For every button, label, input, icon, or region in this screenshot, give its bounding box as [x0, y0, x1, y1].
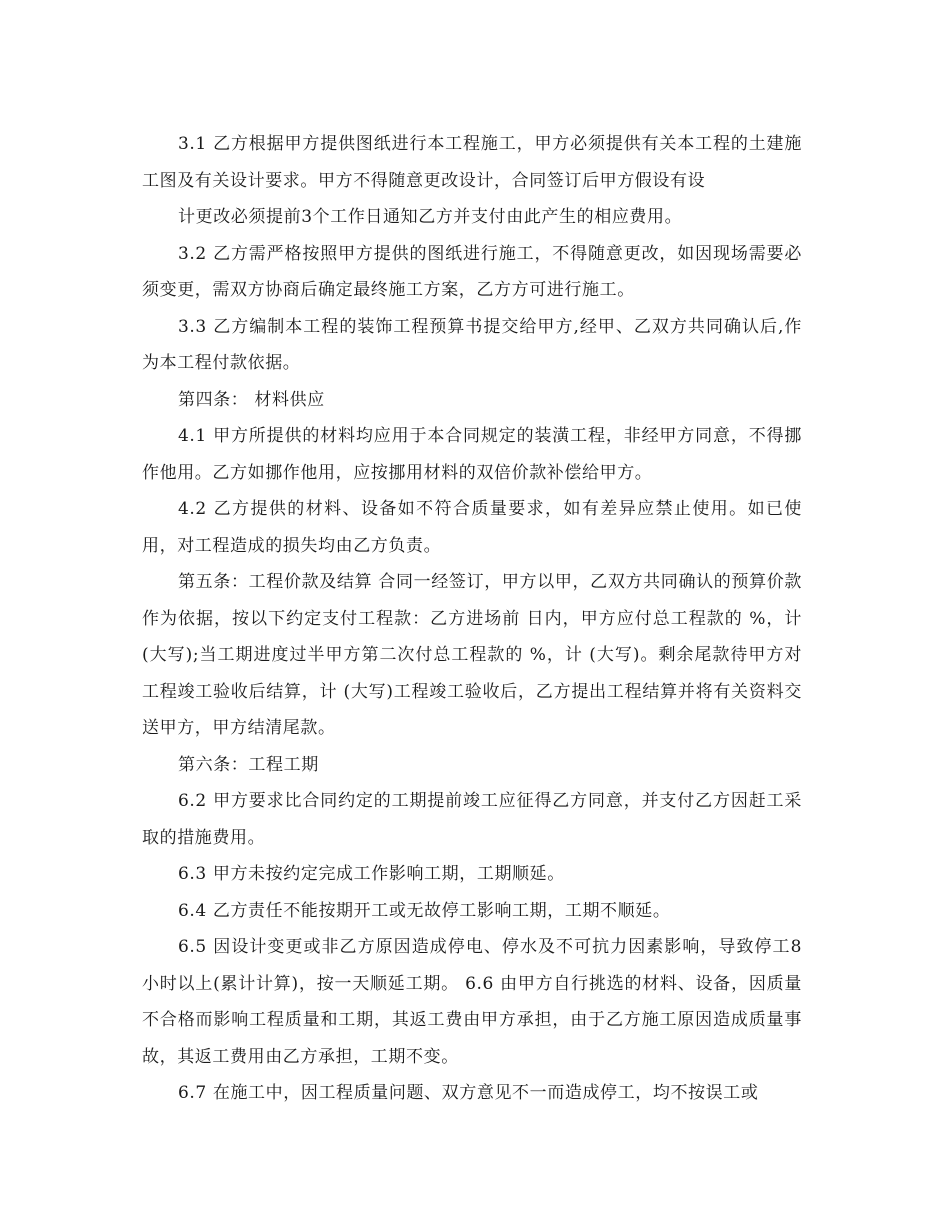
clause-6-7: 6.7 在施工中，因工程质量问题、双方意见不一而造成停工，均不按误工或: [178, 1083, 759, 1103]
clause-3-1: 3.1 乙方根据甲方提供图纸进行本工程施工，甲方必须提供有关本工程的土建施工图及有关设计要求。甲方不得随意更改设计，合同签订后甲方假设有设: [142, 134, 802, 191]
clause-3-1-continued: 计更改必须提前3个工作日通知乙方并支付由此产生的相应费用。: [178, 207, 683, 227]
article-6-heading: 第六条：工程工期: [178, 754, 319, 775]
clause-4-2: 4.2 乙方提供的材料、设备如不符合质量要求，如有差异应禁止使用。如已使用，对工程造成的损失均由乙方负责。: [142, 499, 802, 556]
article-5-payment: 第五条：工程价款及结算 合同一经签订，甲方以甲，乙双方共同确认的预算价款作为依据，按以下约定支付工程款：乙方进场前 日内，甲方应付总工程款的 %，计(大写);当工期进度过半甲方第二次付总工程款的 %，计 (大写)。剩余尾款待甲方对工程竣工验收后结算，计 (大写)工程竣工验收后，乙方提出工程结算并将有关资料交送甲方，甲方结清尾款。: [142, 572, 802, 738]
clause-6-4: 6.4 乙方责任不能按期开工或无故停工影响工期，工期不顺延。: [178, 900, 671, 921]
clause-6-5-6-6: 6.5 因设计变更或非乙方原因造成停电、停水及不可抗力因素影响，导致停工8小时以上(累计计算)，按一天顺延工期。 6.6 由甲方自行挑选的材料、设备，因质量不合格而影响工程质量和工期，其返工费由甲方承担，由于乙方施工原因造成质量事故，其返工费用由乙方承担，工期不变。: [142, 937, 802, 1067]
clause-3-2: 3.2 乙方需严格按照甲方提供的图纸进行施工，不得随意更改，如因现场需要必须变更，需双方协商后确定最终施工方案，乙方方可进行施工。: [142, 243, 802, 300]
article-4-heading: 第四条： 材料供应: [178, 389, 325, 410]
clause-3-3: 3.3 乙方编制本工程的装饰工程预算书提交给甲方,经甲、乙双方共同确认后,作为本工程付款依据。: [142, 316, 802, 373]
clause-4-1: 4.1 甲方所提供的材料均应用于本合同规定的装潢工程，非经甲方同意，不得挪作他用。乙方如挪作他用，应按挪用材料的双倍价款补偿给甲方。: [142, 426, 802, 483]
clause-6-2: 6.2 甲方要求比合同约定的工期提前竣工应征得乙方同意，并支付乙方因赶工采取的措施费用。: [142, 791, 802, 848]
document-body: [142, 126, 802, 1112]
clause-6-3: 6.3 甲方未按约定完成工作影响工期，工期顺延。: [178, 864, 565, 884]
